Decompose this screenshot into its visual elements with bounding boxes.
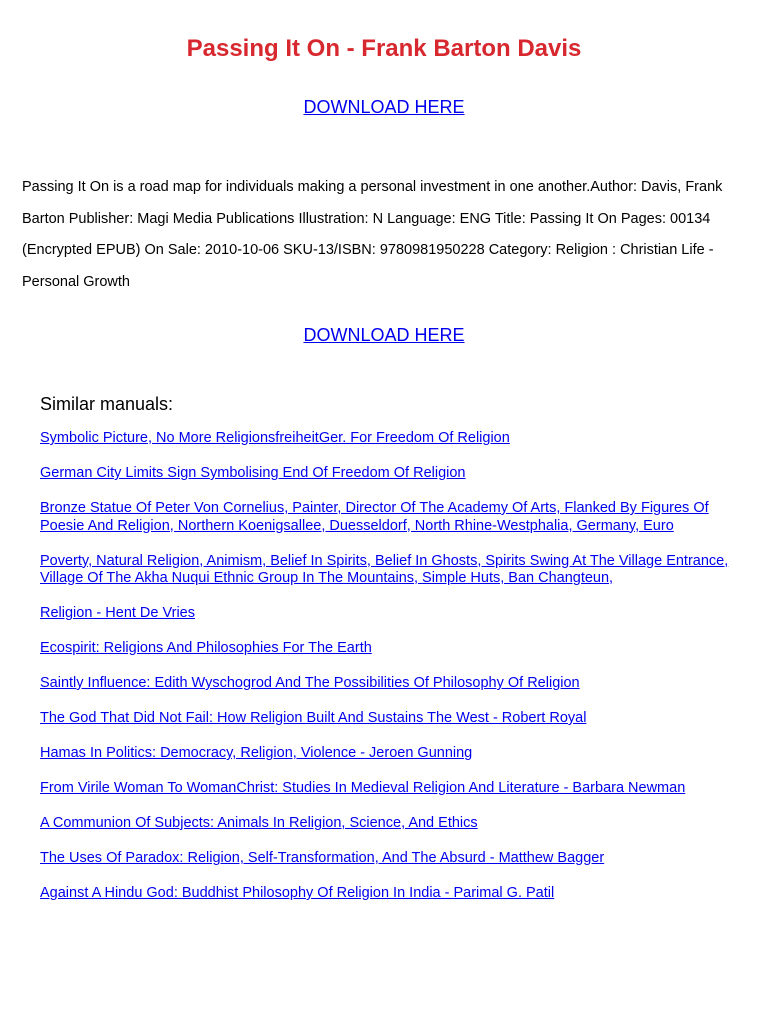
list-item [40, 500, 740, 535]
list-item [40, 815, 740, 833]
similar-manual-link[interactable]: Against A Hindu God: Buddhist Philosophy Of Religion In India - Parimal G. Patil [40, 885, 555, 901]
similar-manual-link[interactable]: Saintly Influence: Edith Wyschogrod And The Possibilities Of Philosophy Of Religion [40, 675, 580, 691]
download-here-link-top[interactable]: DOWNLOAD HERE [303, 97, 465, 117]
similar-manual-link[interactable]: Poverty, Natural Religion, Animism, Belief In Spirits, Belief In Ghosts, Spirits Swing At The Village Entrance, Village Of The Akha Nuqui Ethnic Group In The Mountains, Simple Huts, Ban Changteun, [40, 552, 729, 586]
similar-manuals-heading: Similar manuals: [40, 394, 174, 414]
similar-manual-link[interactable]: From Virile Woman To WomanChrist: Studies In Medieval Religion And Literature - Barbara Newman [40, 780, 686, 796]
similar-manual-link[interactable]: Bronze Statue Of Peter Von Cornelius, Painter, Director Of The Academy Of Arts, Flanked By Figures Of Poesie And Religion, Northern Koenigsallee, Duesseldorf, North Rhine-Westphalia, Germany, Euro [40, 500, 709, 534]
list-item [40, 710, 740, 728]
similar-manual-link[interactable]: Religion - Hent De Vries [40, 605, 195, 621]
list-item [40, 675, 740, 693]
description: Passing It On is a road map for individuals making a personal investment in one another.Author: Davis, Frank Barton Publisher: Magi Media Publications Illustration: N Language: ENG Title: Passing It On Pages: 00134 (Encrypted EPUB) On Sale: 2010-10-06 SKU-13/ISBN: 9780981950228 Category: Religion : Christian Life - Personal Growth [22, 179, 723, 290]
list-item [40, 745, 740, 763]
similar-manual-link[interactable]: Ecospirit: Religions And Philosophies For The Earth [40, 640, 372, 656]
download-top [0, 95, 768, 119]
download-bottom [0, 323, 768, 347]
list-item [40, 780, 740, 798]
list-item [40, 850, 740, 868]
similar-manual-link[interactable]: The Uses Of Paradox: Religion, Self-Transformation, And The Absurd - Matthew Bagger [40, 850, 605, 866]
download-here-link-bottom[interactable]: DOWNLOAD HERE [303, 325, 465, 345]
list-item [40, 430, 740, 448]
list-item [40, 465, 740, 483]
similar-manual-link[interactable]: Hamas In Politics: Democracy, Religion, Violence - Jeroen Gunning [40, 745, 473, 761]
list-item [40, 640, 740, 658]
similar-manual-link[interactable]: The God That Did Not Fail: How Religion Built And Sustains The West - Robert Royal [40, 710, 587, 726]
similar-manual-link[interactable]: German City Limits Sign Symbolising End Of Freedom Of Religion [40, 465, 466, 481]
similar-manual-link[interactable]: Symbolic Picture, No More ReligionsfreiheitGer. For Freedom Of Religion [40, 430, 510, 446]
list-item [40, 885, 740, 903]
page-title: Passing It On - Frank Barton Davis [186, 35, 582, 62]
similar-manual-link[interactable]: A Communion Of Subjects: Animals In Religion, Science, And Ethics [40, 815, 478, 831]
list-item [40, 605, 740, 623]
similar-manuals-list [40, 430, 740, 920]
list-item [40, 553, 740, 588]
